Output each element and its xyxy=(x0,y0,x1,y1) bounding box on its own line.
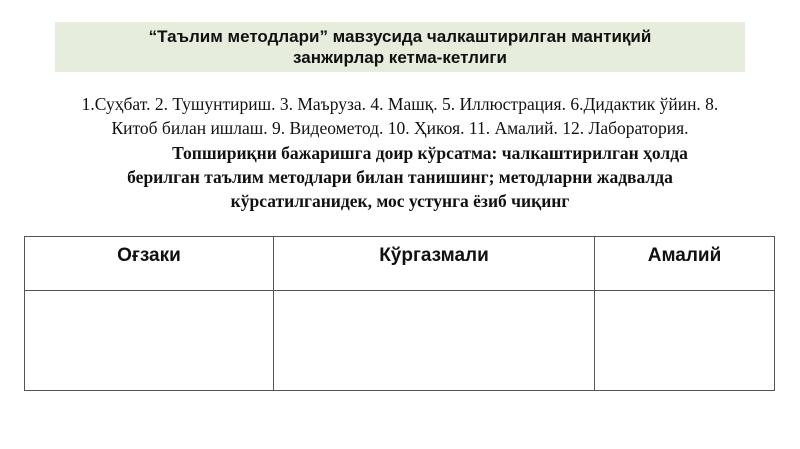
task-line-1: Топшириқни бажаришга доир кўрсатма: чалкаштирилган ҳолда xyxy=(172,143,688,163)
methods-list xyxy=(24,92,776,140)
slide-title-line-1: “Таълим методлари” мавзусида чалкаштирилган мантиқий xyxy=(148,27,652,46)
cell-visual[interactable] xyxy=(274,291,595,391)
column-header-oral: Оғзаки xyxy=(25,237,274,291)
cell-practical[interactable] xyxy=(595,291,775,391)
task-line-2: берилган таълим методлари билан танишинг; методларни жадвалда xyxy=(127,167,673,187)
slide-title-line-2: занжирлар кетма-кетлиги xyxy=(293,48,507,67)
slide-title xyxy=(55,22,745,72)
table-row xyxy=(25,291,775,391)
methods-list-line-2: Китоб билан ишлаш. 9. Видеометод. 10. Ҳикоя. 11. Амалий. 12. Лаборатория. xyxy=(111,118,689,138)
task-line-3: кўрсатилганидек, мос устунга ёзиб чиқинг xyxy=(230,191,570,211)
methods-list-line-1: 1.Суҳбат. 2. Тушунтириш. 3. Маъруза. 4. Машқ. 5. Иллюстрация. 6.Дидактик ўйин. 8. xyxy=(81,94,719,114)
column-header-visual: Кўргазмали xyxy=(274,237,595,291)
column-header-practical: Амалий xyxy=(595,237,775,291)
table-header-row xyxy=(25,237,775,291)
task-instructions xyxy=(40,141,760,213)
methods-table xyxy=(24,236,775,391)
cell-oral[interactable] xyxy=(25,291,274,391)
